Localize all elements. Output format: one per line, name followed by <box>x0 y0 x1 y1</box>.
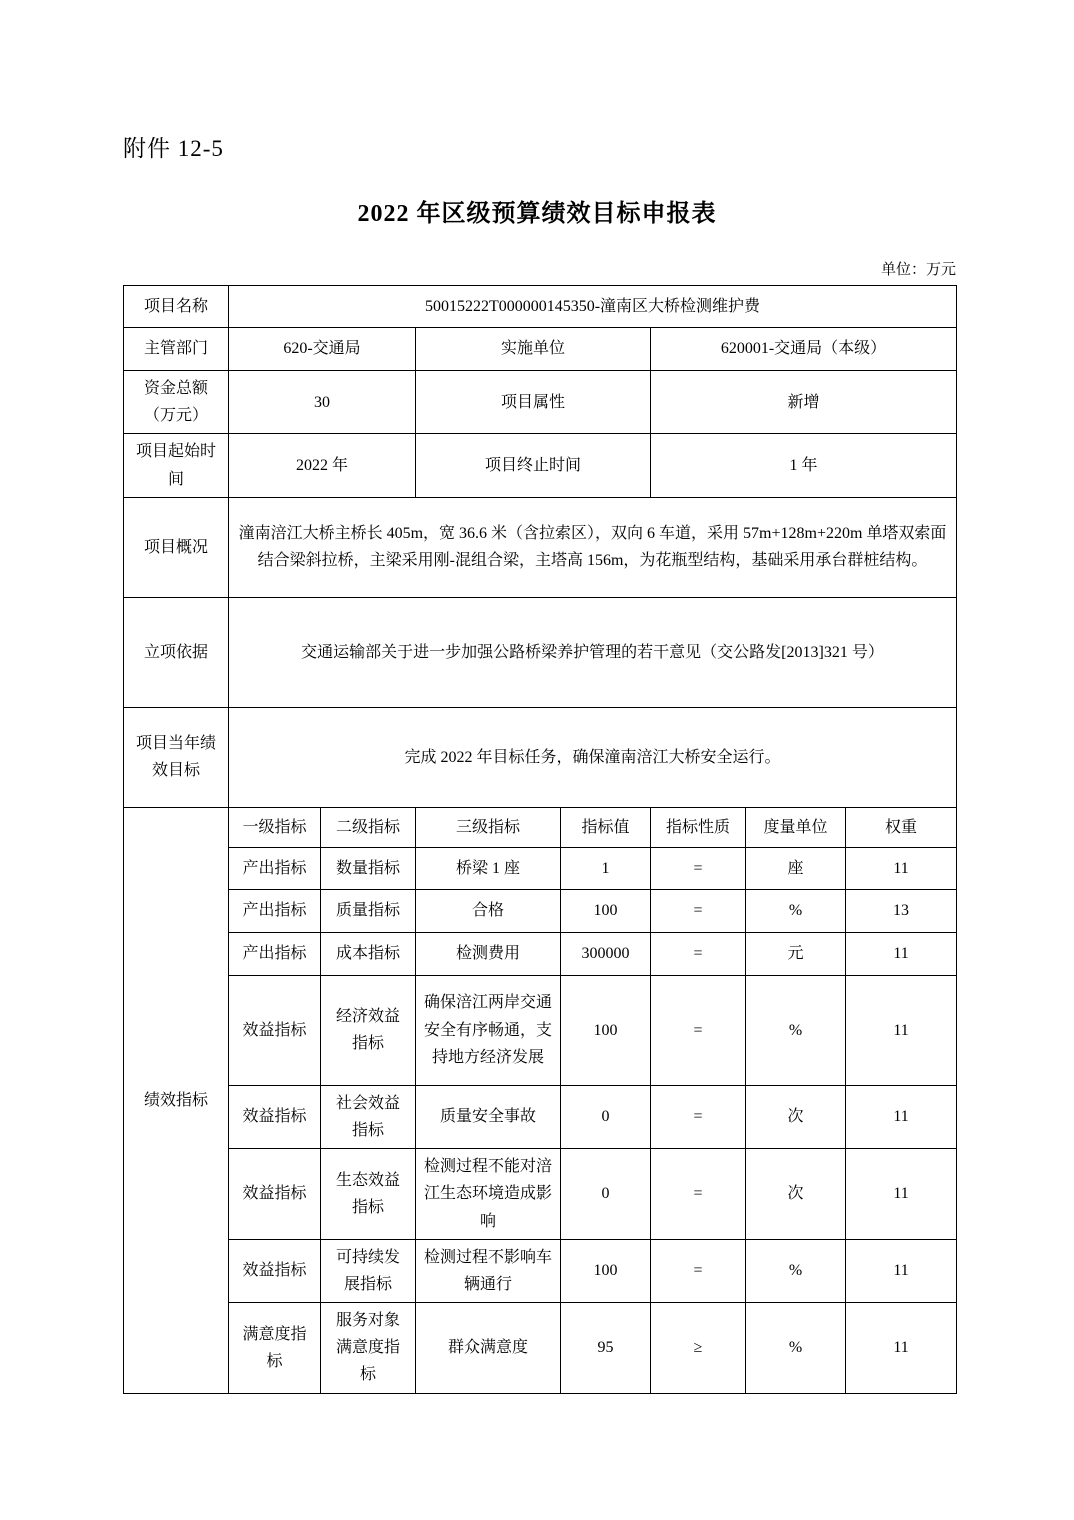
indicator-cell: 座 <box>746 847 846 889</box>
indicator-cell: 生态效益指标 <box>321 1149 416 1240</box>
indicator-cell: 质量安全事故 <box>416 1085 561 1148</box>
indicator-cell: 100 <box>561 975 651 1085</box>
dept-label: 主管部门 <box>124 328 229 371</box>
indicator-cell: 产出指标 <box>229 889 321 932</box>
indicator-cell: 检测费用 <box>416 932 561 975</box>
indicator-cell: 检测过程不影响车辆通行 <box>416 1239 561 1302</box>
indicator-cell: 11 <box>846 1085 957 1148</box>
indicator-cell: 经济效益指标 <box>321 975 416 1085</box>
project-name-row <box>124 286 957 328</box>
basis-label: 立项依据 <box>124 597 229 707</box>
indicator-cell: = <box>651 1085 746 1148</box>
basis-row <box>124 597 957 707</box>
goal-row <box>124 707 957 807</box>
indicator-cell: 质量指标 <box>321 889 416 932</box>
indicator-cell: 0 <box>561 1149 651 1240</box>
indicator-cell: 11 <box>846 847 957 889</box>
goal-value: 完成 2022 年目标任务，确保潼南涪江大桥安全运行。 <box>229 707 957 807</box>
indicator-cell: % <box>746 1239 846 1302</box>
project-name-label: 项目名称 <box>124 286 229 328</box>
impl-unit-value: 620001-交通局（本级） <box>651 328 957 371</box>
indicator-cell: 产出指标 <box>229 847 321 889</box>
indicator-cell: 次 <box>746 1085 846 1148</box>
project-attr-label: 项目属性 <box>416 371 651 434</box>
end-time-label: 项目终止时间 <box>416 434 651 497</box>
indicator-cell: % <box>746 889 846 932</box>
end-time-value: 1 年 <box>651 434 957 497</box>
goal-label: 项目当年绩效目标 <box>124 707 229 807</box>
indicator-header-row <box>124 807 957 847</box>
basis-value: 交通运输部关于进一步加强公路桥梁养护管理的若干意见（交公路发[2013]321 号） <box>229 597 957 707</box>
indicator-cell: = <box>651 1239 746 1302</box>
project-name-value: 50015222T000000145350-潼南区大桥检测维护费 <box>229 286 957 328</box>
indicator-cell: 社会效益指标 <box>321 1085 416 1148</box>
indicator-cell: 元 <box>746 932 846 975</box>
indicator-cell: 11 <box>846 1149 957 1240</box>
indicator-cell: 0 <box>561 1085 651 1148</box>
indicator-row <box>124 847 957 889</box>
fund-row <box>124 371 957 434</box>
indicator-row <box>124 975 957 1085</box>
indicator-cell: 数量指标 <box>321 847 416 889</box>
overview-row <box>124 497 957 597</box>
page-title: 2022 年区级预算绩效目标申报表 <box>357 201 717 227</box>
indicator-row <box>124 1303 957 1394</box>
indicator-cell: = <box>651 932 746 975</box>
performance-label: 绩效指标 <box>124 807 229 1393</box>
indicator-cell: % <box>746 975 846 1085</box>
overview-value: 潼南涪江大桥主桥长 405m，宽 36.6 米（含拉索区），双向 6 车道，采用 57m+128m+220m 单塔双索面结合梁斜拉桥，主梁采用刚-混组合梁，主塔高 156m，为花瓶型结构，基础采用承台群桩结构。 <box>229 497 957 597</box>
indicator-cell: 效益指标 <box>229 1149 321 1240</box>
indicator-header-level1: 一级指标 <box>229 807 321 847</box>
indicator-header-unit: 度量单位 <box>746 807 846 847</box>
indicator-cell: 300000 <box>561 932 651 975</box>
indicator-cell: = <box>651 889 746 932</box>
indicator-cell: 95 <box>561 1303 651 1394</box>
indicator-header-level2: 二级指标 <box>321 807 416 847</box>
unit-note: 单位：万元 <box>880 262 956 278</box>
attachment-label: 附件 12-5 <box>123 136 224 161</box>
indicator-cell: 1 <box>561 847 651 889</box>
indicator-cell: % <box>746 1303 846 1394</box>
indicator-cell: 满意度指标 <box>229 1303 321 1394</box>
indicator-cell: 11 <box>846 932 957 975</box>
indicator-row <box>124 889 957 932</box>
indicator-cell: 确保涪江两岸交通安全有序畅通，支持地方经济发展 <box>416 975 561 1085</box>
indicator-row <box>124 1149 957 1240</box>
indicator-row <box>124 932 957 975</box>
indicator-cell: 成本指标 <box>321 932 416 975</box>
indicator-cell: 100 <box>561 1239 651 1302</box>
indicator-cell: 11 <box>846 975 957 1085</box>
fund-total-label: 资金总额（万元） <box>124 371 229 434</box>
indicator-cell: = <box>651 975 746 1085</box>
indicator-cell: 效益指标 <box>229 1239 321 1302</box>
department-row <box>124 328 957 371</box>
dept-value: 620-交通局 <box>229 328 416 371</box>
declaration-table <box>123 285 957 1394</box>
indicator-cell: 效益指标 <box>229 975 321 1085</box>
indicator-cell: 次 <box>746 1149 846 1240</box>
overview-label: 项目概况 <box>124 497 229 597</box>
indicator-cell: 可持续发展指标 <box>321 1239 416 1302</box>
indicator-cell: = <box>651 847 746 889</box>
indicator-cell: 合格 <box>416 889 561 932</box>
start-time-value: 2022 年 <box>229 434 416 497</box>
indicator-cell: 服务对象满意度指标 <box>321 1303 416 1394</box>
impl-unit-label: 实施单位 <box>416 328 651 371</box>
indicator-header-level3: 三级指标 <box>416 807 561 847</box>
fund-total-value: 30 <box>229 371 416 434</box>
indicator-cell: 桥梁 1 座 <box>416 847 561 889</box>
project-attr-value: 新增 <box>651 371 957 434</box>
indicator-cell: 13 <box>846 889 957 932</box>
indicator-cell: ≥ <box>651 1303 746 1394</box>
start-time-label: 项目起始时间 <box>124 434 229 497</box>
indicator-cell: 群众满意度 <box>416 1303 561 1394</box>
indicator-header-nature: 指标性质 <box>651 807 746 847</box>
indicator-cell: 11 <box>846 1303 957 1394</box>
indicator-cell: 产出指标 <box>229 932 321 975</box>
indicator-row <box>124 1085 957 1148</box>
indicator-cell: 效益指标 <box>229 1085 321 1148</box>
time-row <box>124 434 957 497</box>
indicator-header-value: 指标值 <box>561 807 651 847</box>
indicator-header-weight: 权重 <box>846 807 957 847</box>
indicator-cell: 11 <box>846 1239 957 1302</box>
indicator-cell: 检测过程不能对涪江生态环境造成影响 <box>416 1149 561 1240</box>
indicator-cell: 100 <box>561 889 651 932</box>
indicator-cell: = <box>651 1149 746 1240</box>
indicator-row <box>124 1239 957 1302</box>
